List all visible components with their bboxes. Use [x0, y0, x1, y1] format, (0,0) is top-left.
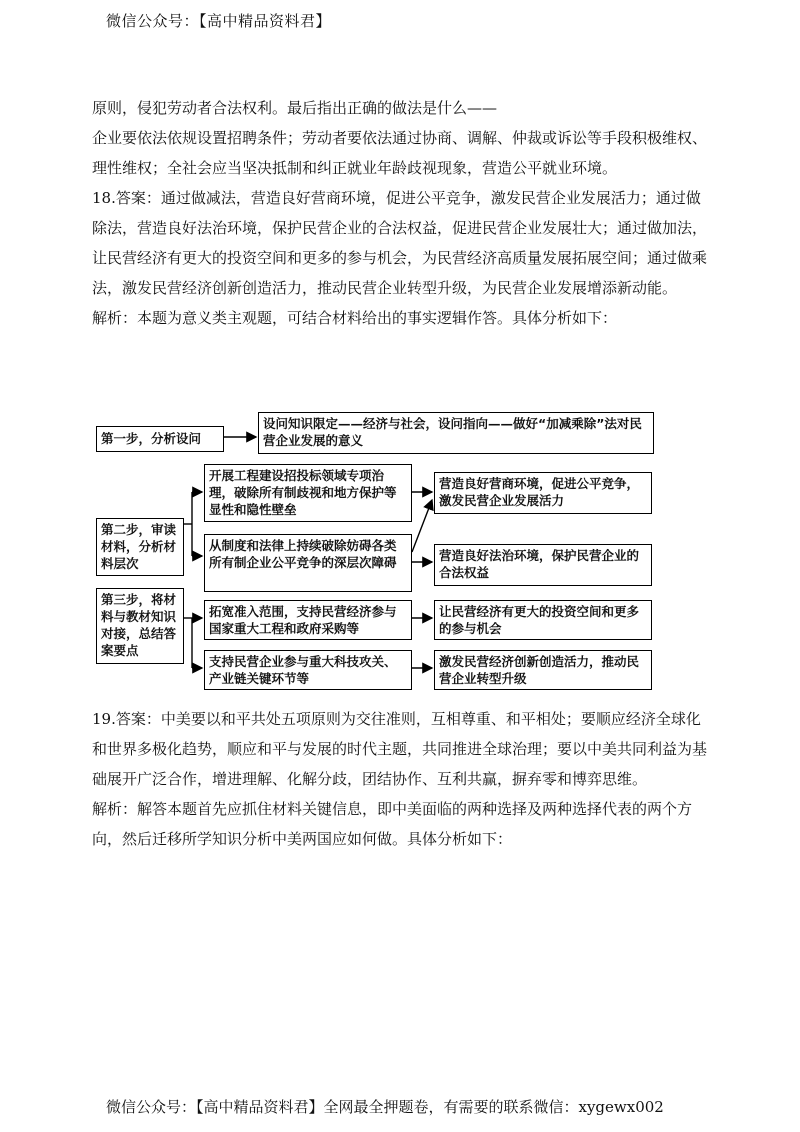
body-upper [92, 93, 708, 333]
body-lower [92, 704, 708, 854]
flow-material-2: 从制度和法律上持续破除妨碍各类所有制企业公平竞争的深层次障碍 [204, 534, 412, 592]
paragraph-p1: 原则，侵犯劳动者合法权利。最后指出正确的做法是什么—— [92, 99, 498, 117]
flow-material-4: 支持民营企业参与重大科技攻关、产业链关键环节等 [204, 650, 412, 690]
flow-step3: 第三步，将材料与教材知识对接，总结答案要点 [96, 588, 184, 664]
flow-answer-4: 激发民营经济创新创造活力，推动民营企业转型升级 [434, 650, 652, 690]
paragraph-p3: 18.答案：通过做减法，营造良好营商环境，促进公平竞争，激发民营企业发展活力；通过做除法，营造良好法治环境，保护民营企业的合法权益，促进民营企业发展壮大；通过做加法，让民营经济有更大的投资空间和更多的参与机会，为民营经济高质量发展拓展空间；通过做乘法，激发民营经济创新创造活力，推动民营企业转型升级，为民营企业发展增添新动能。 [92, 189, 708, 297]
flow-step1-detail: 设问知识限定——经济与社会，设问指向——做好“加减乘除”法对民营企业发展的意义 [258, 412, 654, 454]
paragraph-p6: 解析：解答本题首先应抓住材料关键信息，即中美面临的两种选择及两种选择代表的两个方向，然后迁移所学知识分析中美两国应如何做。具体分析如下： [92, 800, 693, 848]
paragraph-p4: 解析：本题为意义类主观题，可结合材料给出的事实逻辑作答。具体分析如下： [92, 309, 618, 327]
page-header: 微信公众号：【高中精品资料君】 [106, 12, 332, 30]
page-footer: 微信公众号：【高中精品资料君】全网最全押题卷，有需要的联系微信：xygewx002 [106, 1098, 664, 1116]
flow-answer-2: 营造良好法治环境，保护民营企业的合法权益 [434, 544, 652, 586]
flow-material-3: 拓宽准入范围，支持民营经济参与国家重大工程和政府采购等 [204, 600, 412, 640]
flow-answer-1: 营造良好营商环境，促进公平竞争，激发民营企业发展活力 [434, 472, 652, 514]
paragraph-p2: 企业要依法依规设置招聘条件；劳动者要依法通过协商、调解、仲裁或诉讼等手段积极维权、理性维权；全社会应当坚决抵制和纠正就业年龄歧视现象，营造公平就业环境。 [92, 129, 708, 177]
flow-material-1: 开展工程建设招投标领域专项治理，破除所有制歧视和地方保护等显性和隐性壁垒 [204, 464, 412, 522]
flow-step1: 第一步，分析设问 [96, 426, 224, 452]
flow-answer-3: 让民营经济有更大的投资空间和更多的参与机会 [434, 600, 652, 640]
analysis-flowchart [96, 410, 656, 692]
paragraph-p5: 19.答案：中美要以和平共处五项原则为交往准则，互相尊重、和平相处；要顺应经济全球化和世界多极化趋势，顺应和平与发展的时代主题，共同推进全球治理；要以中美共同利益为基础展开广泛合作，增进理解、化解分歧，团结协作、互利共赢，摒弃零和博弈思维。 [92, 710, 708, 788]
flow-step2: 第二步，审读材料，分析材料层次 [96, 518, 184, 576]
